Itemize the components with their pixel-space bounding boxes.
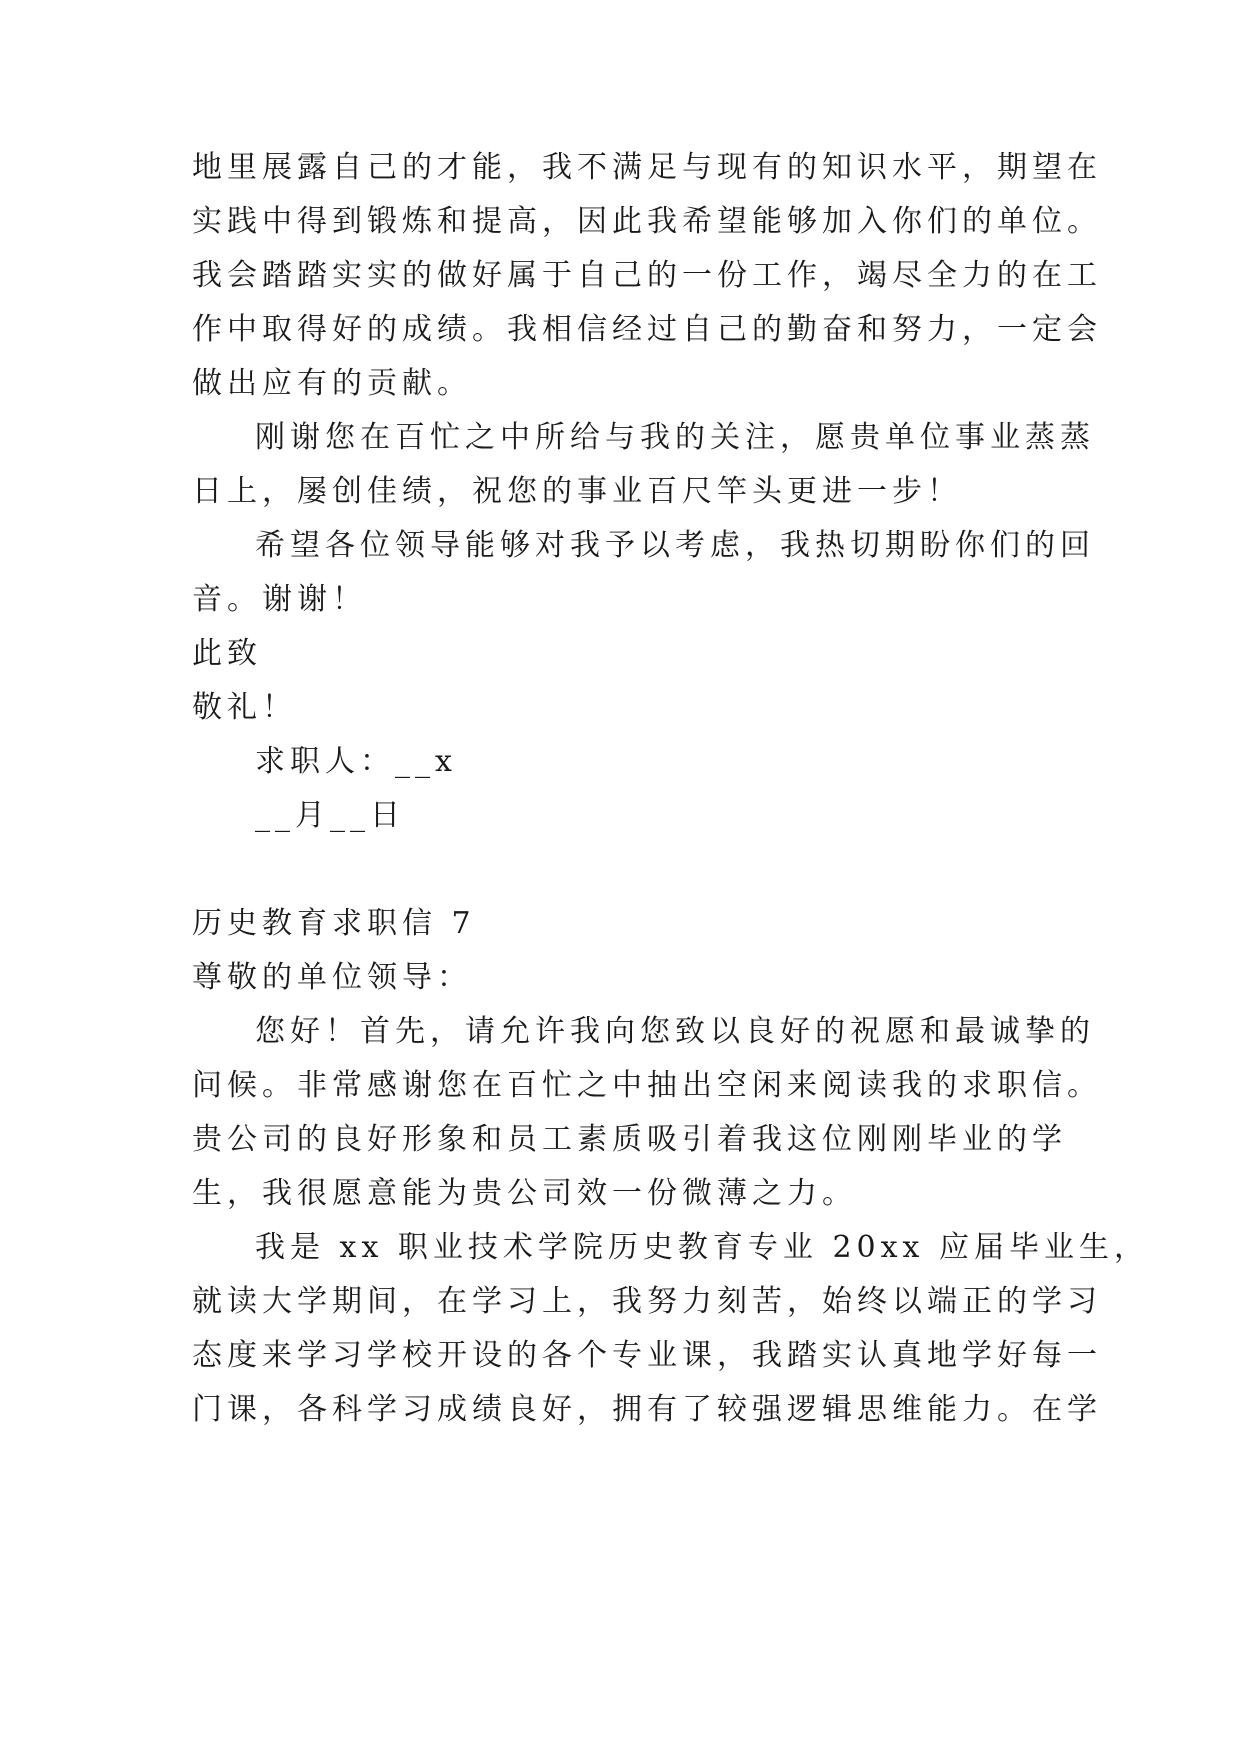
paragraph-line: 我会踏踏实实的做好属于自己的一份工作，竭尽全力的在工 <box>192 258 1102 293</box>
paragraph-line: 我是 xx 职业技术学院历史教育专业 20xx 应届毕业生， <box>255 1230 1149 1265</box>
paragraph-line: 态度来学习学校开设的各个专业课，我踏实认真地学好每一 <box>192 1338 1102 1373</box>
letter-title: 历史教育求职信 7 <box>192 906 476 941</box>
paragraph-line: 希望各位领导能够对我予以考虑，我热切期盼你们的回 <box>255 528 1095 563</box>
paragraph-line: 门课，各科学习成绩良好，拥有了较强逻辑思维能力。在学 <box>192 1392 1102 1427</box>
signature-applicant: 求职人：__x <box>255 744 457 779</box>
paragraph-line: 日上，屡创佳绩，祝您的事业百尺竿头更进一步！ <box>192 474 962 509</box>
letter-greeting: 尊敬的单位领导： <box>192 960 472 995</box>
closing-line: 此致 <box>192 636 262 671</box>
signature-date: __月__日 <box>255 798 405 833</box>
paragraph-line: 作中取得好的成绩。我相信经过自己的勤奋和努力，一定会 <box>192 312 1102 347</box>
paragraph-line: 实践中得到锻炼和提高，因此我希望能够加入你们的单位。 <box>192 204 1102 239</box>
paragraph-line: 音。谢谢！ <box>192 582 367 617</box>
paragraph-line: 就读大学期间，在学习上，我努力刻苦，始终以端正的学习 <box>192 1284 1102 1319</box>
paragraph-line: 您好！首先，请允许我向您致以良好的祝愿和最诚挚的 <box>255 1014 1095 1049</box>
paragraph-line: 贵公司的良好形象和员工素质吸引着我这位刚刚毕业的学 <box>192 1122 1067 1157</box>
paragraph-line: 生，我很愿意能为贵公司效一份微薄之力。 <box>192 1176 857 1211</box>
salutation-line: 敬礼！ <box>192 690 297 725</box>
paragraph-line: 问候。非常感谢您在百忙之中抽出空闲来阅读我的求职信。 <box>192 1068 1102 1103</box>
paragraph-line: 刚谢您在百忙之中所给与我的关注，愿贵单位事业蒸蒸 <box>255 420 1095 455</box>
paragraph-line: 地里展露自己的才能，我不满足与现有的知识水平，期望在 <box>192 150 1102 185</box>
paragraph-line: 做出应有的贡献。 <box>192 366 472 401</box>
